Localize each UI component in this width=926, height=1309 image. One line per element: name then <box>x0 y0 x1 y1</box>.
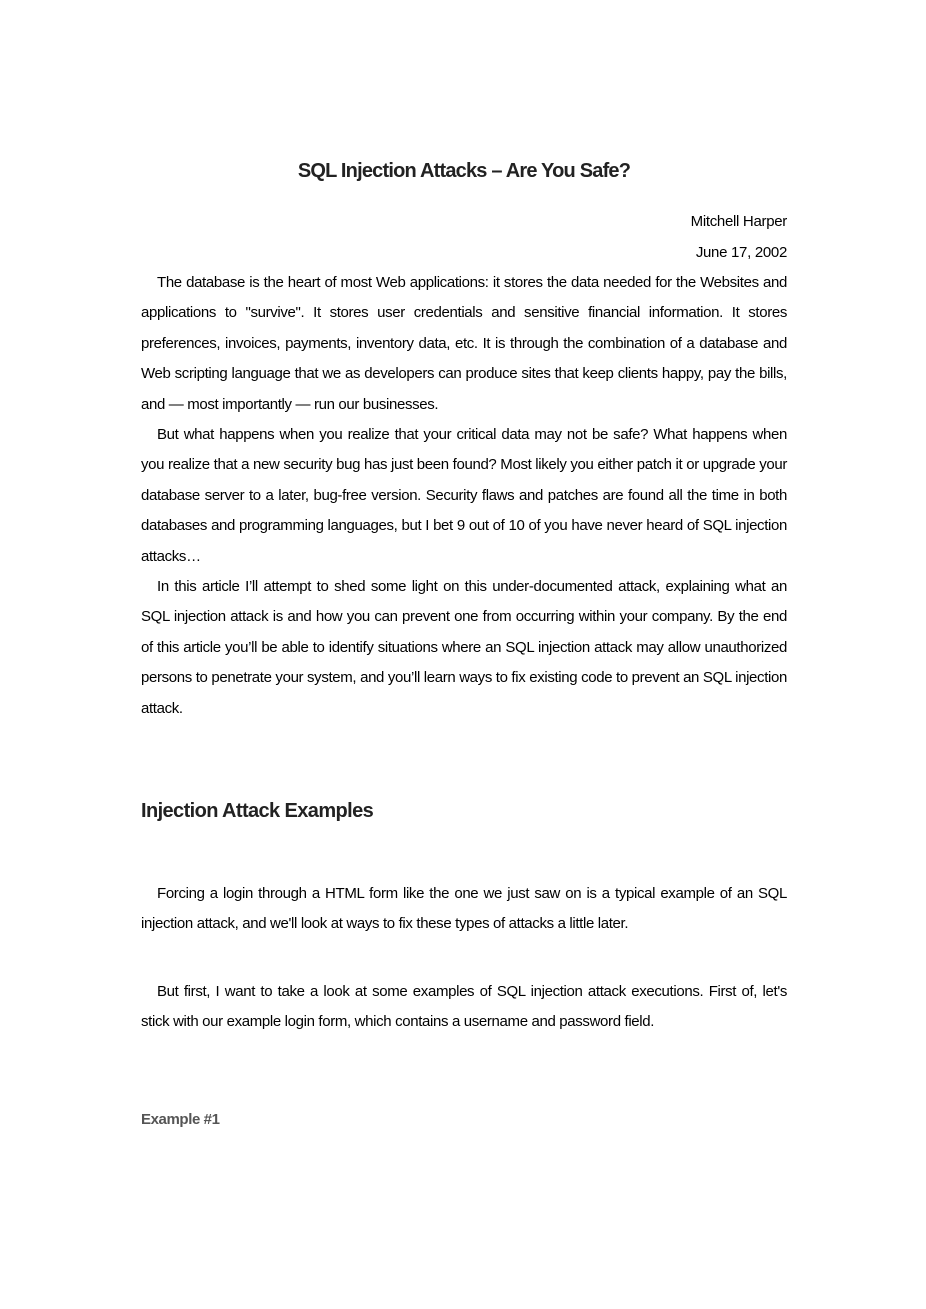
intro-paragraph-2: But what happens when you realize that your critical data may not be safe? What happens when you realize that a new security bug has just been found? Most likely you either patch it or upgrade your database server to a later, bug-free version. Security flaws and patches are found all the time in both databases and programming languages, but I bet 9 out of 10 of you have never heard of SQL injection attacks… <box>141 426 787 565</box>
section-paragraph-block-1 <box>141 879 787 940</box>
example-subheading: Example #1 <box>141 1111 220 1128</box>
section-paragraph-1: Forcing a login through a HTML form like the one we just saw on is a typical example of an SQL injection attack, and we'll look at ways to fix these types of attacks a little later. <box>141 885 787 933</box>
author-name: Mitchell Harper <box>690 213 787 230</box>
section-heading: Injection Attack Examples <box>141 800 374 822</box>
section-paragraph-block-2 <box>141 977 787 1038</box>
document-title: SQL Injection Attacks – Are You Safe? <box>297 160 631 182</box>
intro-paragraph-3: In this article I’ll attempt to shed some light on this under-documented attack, explaining what an SQL injection attack is and how you can prevent one from occurring within your company. By the end of this article you’ll be able to identify situations where an SQL injection attack may allow unauthorized persons to penetrate your system, and you’ll learn ways to fix existing code to prevent an SQL injection attack. <box>141 578 787 717</box>
publication-date: June 17, 2002 <box>695 244 787 261</box>
intro-section <box>141 268 787 724</box>
intro-paragraph-1: The database is the heart of most Web applications: it stores the data needed for the Websites and applications to "survive". It stores user credentials and sensitive financial information. It stores preferences, invoices, payments, inventory data, etc. It is through the combination of a database and Web scripting language that we as developers can produce sites that keep clients happy, pay the bills, and — most importantly — run our businesses. <box>141 274 787 413</box>
section-paragraph-2: But first, I want to take a look at some examples of SQL injection attack executions. First of, let's stick with our example login form, which contains a username and password field. <box>141 983 787 1031</box>
